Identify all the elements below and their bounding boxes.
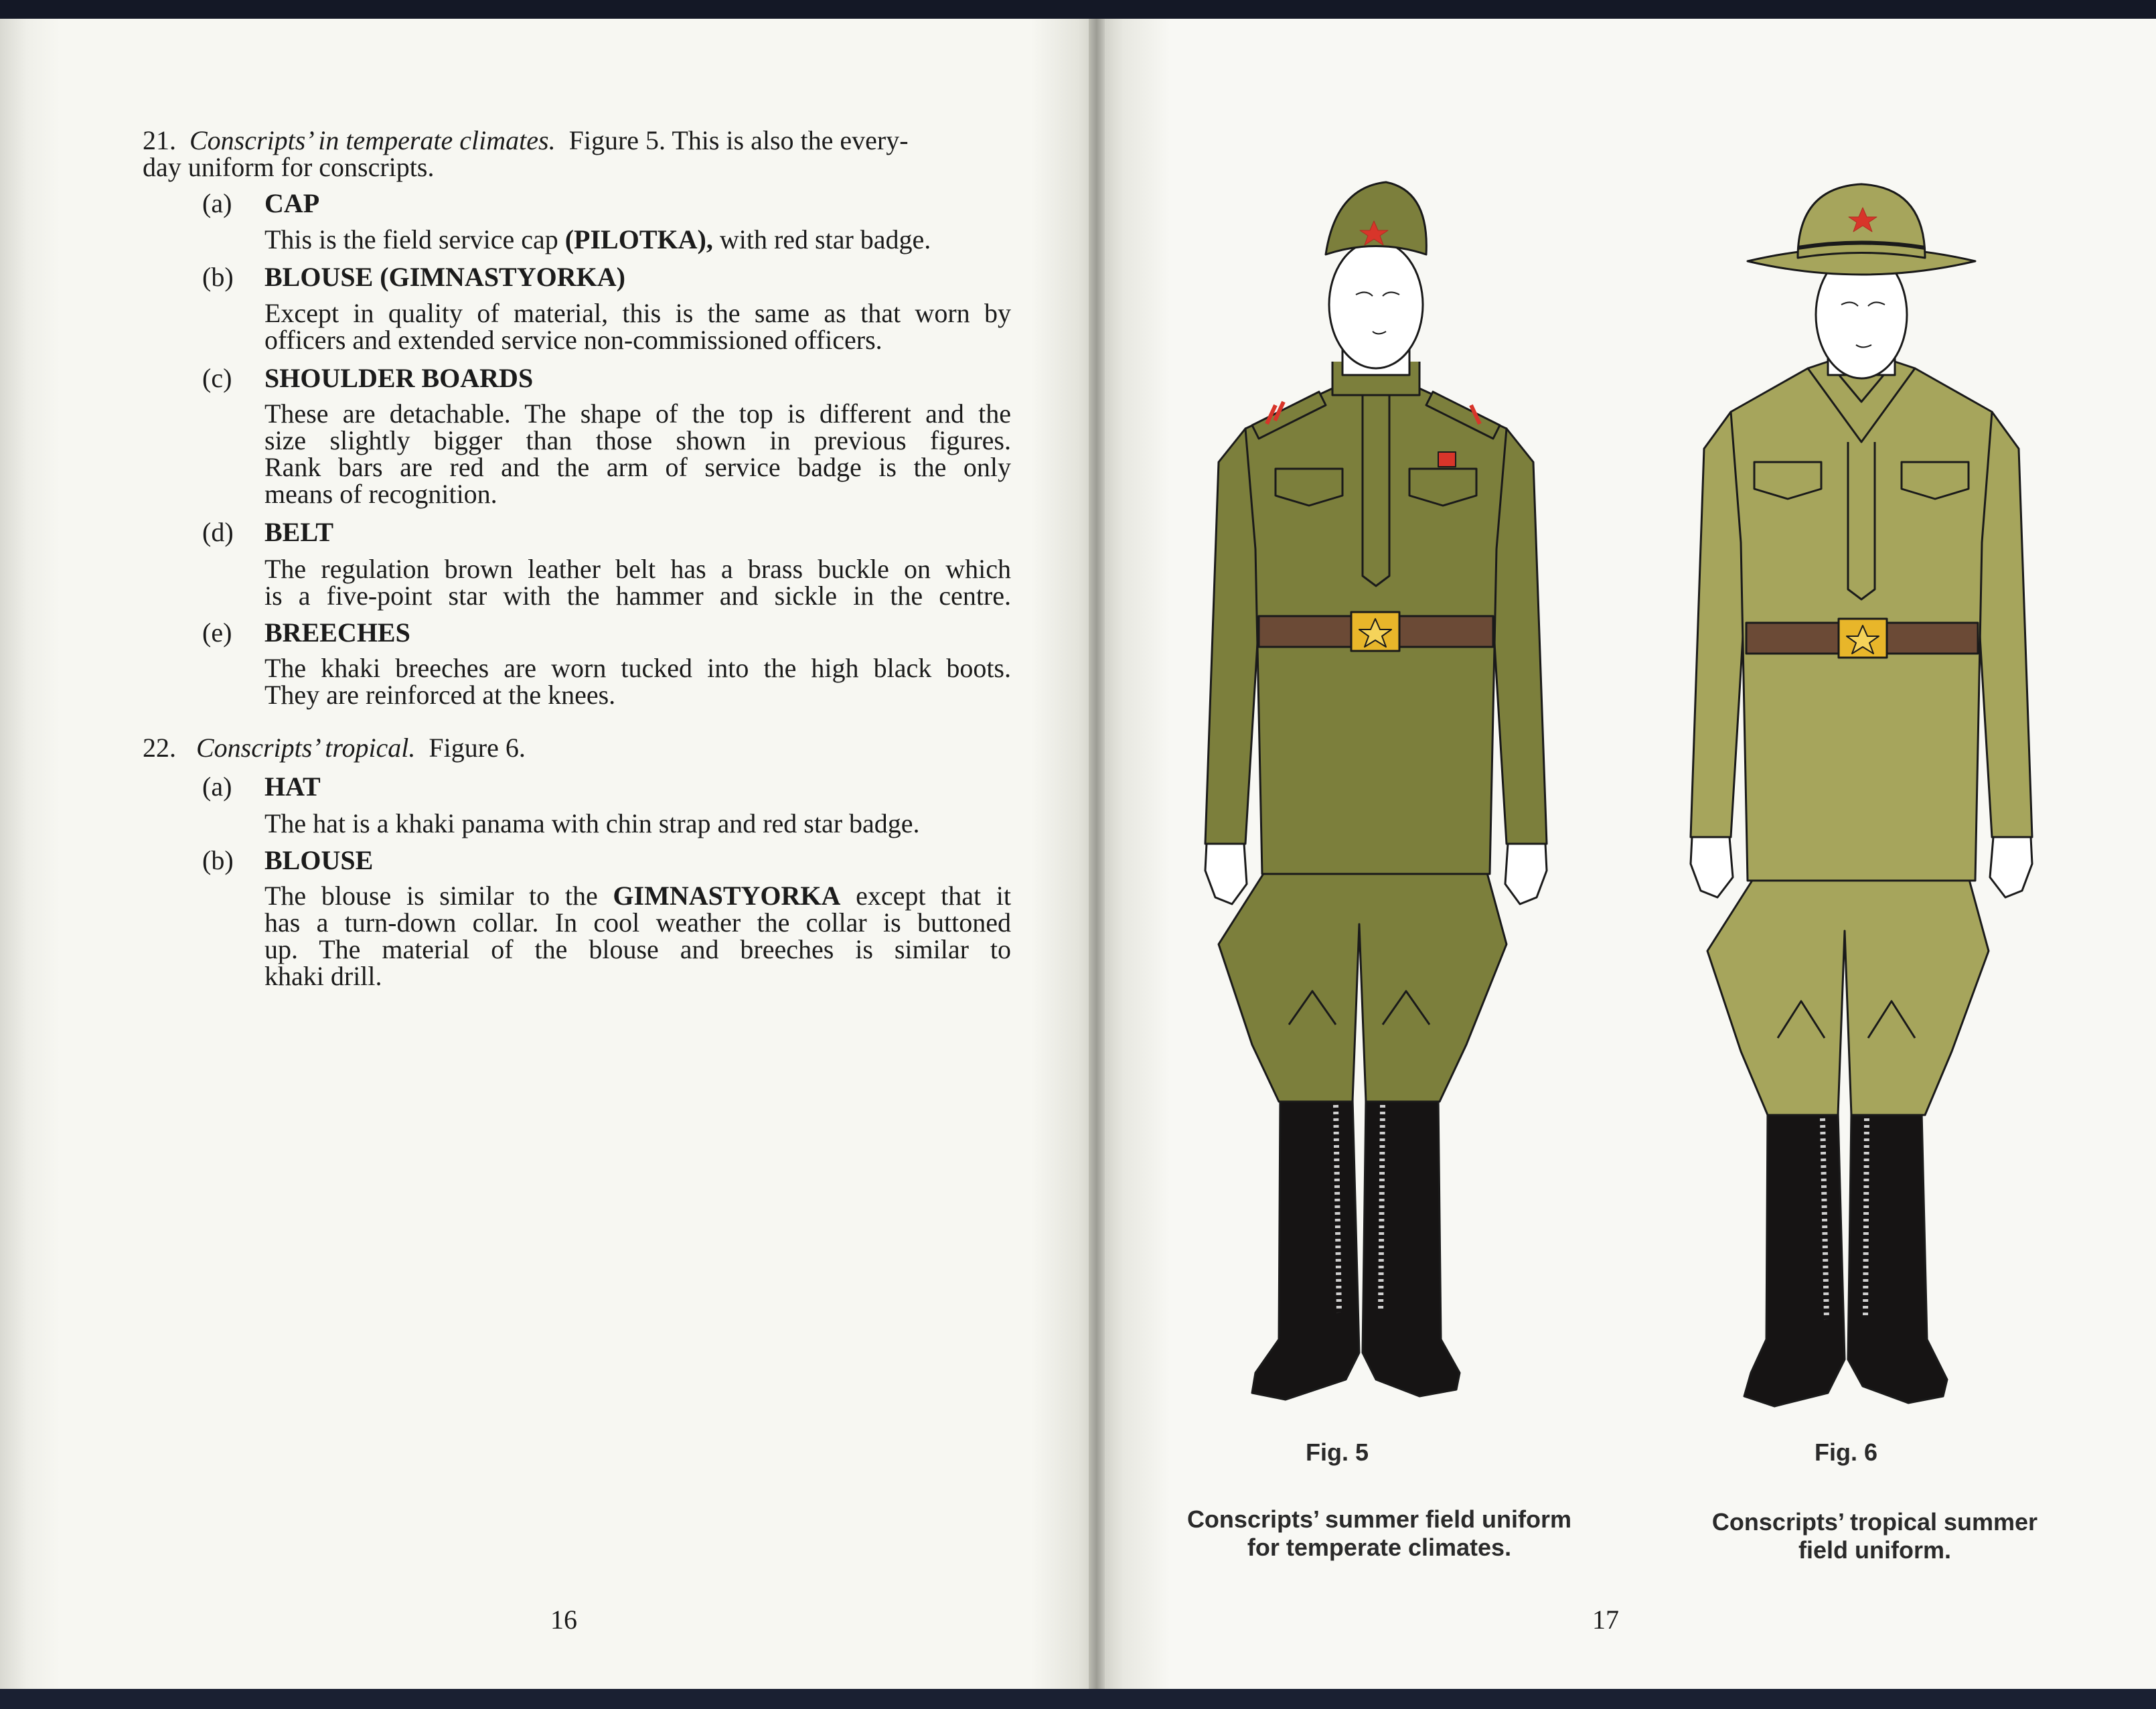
item-22b-label: (b) xyxy=(202,845,234,875)
item-21a-head: CAP xyxy=(264,188,320,218)
item-21c-line4: means of recognition. xyxy=(264,479,497,509)
figure-5-illustration xyxy=(1192,174,1567,1406)
item-21e-label: (e) xyxy=(202,617,232,648)
item-21d-line1: The regulation brown leather belt has a brass buckle on which xyxy=(264,554,1011,584)
para21-number: 21. xyxy=(143,125,176,155)
figure-5-caption xyxy=(1165,1505,1594,1562)
para21-text-line2: day uniform for conscripts. xyxy=(143,152,435,182)
item-21c-line1: These are detachable. The shape of the top is different and the xyxy=(264,398,1011,429)
figure-5-caption-line1: Conscripts’ summer field uniform xyxy=(1186,1505,1572,1533)
item-21c-label: (c) xyxy=(202,363,232,393)
item-21d-line2: is a five-point star with the hammer and sickle in the centre. xyxy=(264,581,1011,611)
item-21a-text-part1: This is the field service cap xyxy=(264,224,558,254)
item-21b-line1: Except in quality of material, this is the same as that worn by xyxy=(264,298,1011,328)
figure-5-caption-line2: for temperate climates. xyxy=(1247,1534,1512,1561)
item-22b-line1-part2: except that it xyxy=(856,881,1012,911)
item-21b-line2: officers and extended service non-commissioned officers. xyxy=(264,325,882,355)
fig5-left-boot xyxy=(1252,1098,1359,1400)
item-22b-line3: up. The material of the blouse and breeches is similar to xyxy=(264,934,1011,964)
item-21c-line3: Rank bars are red and the arm of service badge is the only xyxy=(264,452,1011,482)
para21-title: Conscripts’ in temperate climates. xyxy=(189,125,556,155)
page-number-right: 17 xyxy=(1592,1605,1619,1635)
item-21a-label: (a) xyxy=(202,188,232,218)
item-22b-line1 xyxy=(264,883,1011,909)
fig6-left-hand xyxy=(1691,837,1733,897)
item-21a-text-part2: with red star badge. xyxy=(719,224,931,254)
figure-6-label: Fig. 6 xyxy=(1815,1438,1878,1466)
item-21a-text xyxy=(264,226,931,253)
fig5-cap xyxy=(1326,182,1426,254)
figure-5-label: Fig. 5 xyxy=(1306,1438,1369,1466)
para22-line1 xyxy=(143,735,526,761)
figure-6-caption-line2: field uniform. xyxy=(1798,1536,1951,1564)
fig5-face xyxy=(1329,241,1423,368)
fig5-right-hand xyxy=(1505,844,1547,904)
item-21e-head: BREECHES xyxy=(264,617,410,648)
fig5-left-hand xyxy=(1205,844,1247,904)
item-21d-head: BELT xyxy=(264,517,334,547)
item-22b-gimnastyorka: GIMNASTYORKA xyxy=(613,881,841,911)
para22-number: 22. xyxy=(143,733,176,763)
page-number-left: 16 xyxy=(550,1605,577,1635)
item-22b-line2: has a turn-down collar. In cool weather the collar is buttoned xyxy=(264,907,1011,938)
book-cover-edge-bottom xyxy=(0,1689,2156,1709)
item-22b-line4: khaki drill. xyxy=(264,961,382,991)
item-22a-head: HAT xyxy=(264,771,321,802)
fig6-right-boot xyxy=(1848,1112,1947,1403)
item-21c-head: SHOULDER BOARDS xyxy=(264,363,534,393)
item-21e-line1: The khaki breeches are worn tucked into the high black boots. xyxy=(264,653,1011,683)
fig5-breeches xyxy=(1219,871,1507,1102)
item-21d-label: (d) xyxy=(202,517,234,547)
book-gutter xyxy=(1089,19,1105,1693)
item-22b-head: BLOUSE xyxy=(264,845,374,875)
item-21e-line2: They are reinforced at the knees. xyxy=(264,680,616,710)
item-22a-label: (a) xyxy=(202,771,232,802)
item-21b-label: (b) xyxy=(202,262,234,292)
fig6-right-hand xyxy=(1990,837,2032,897)
para22-text: Figure 6. xyxy=(429,733,526,763)
fig6-breeches xyxy=(1707,877,1989,1115)
item-21a-pilotka: (PILOTKA), xyxy=(564,224,713,254)
figure-6-caption xyxy=(1674,1508,2076,1564)
fig6-left-boot xyxy=(1744,1112,1845,1406)
para22-title: Conscripts’ tropical. xyxy=(196,733,416,763)
item-21b-head: BLOUSE (GIMNASTYORKA) xyxy=(264,262,625,292)
figure-6-illustration xyxy=(1681,181,2042,1413)
item-22a-line1: The hat is a khaki panama with chin strap and red star badge. xyxy=(264,808,920,838)
para21-text-line1: Figure 5. This is also the every- xyxy=(568,125,909,155)
item-21c-line2: size slightly bigger than those shown in previous figures. xyxy=(264,425,1011,455)
para21-line1 xyxy=(143,127,909,154)
item-22b-line1-part1: The blouse is similar to the xyxy=(264,881,598,911)
fig5-right-boot xyxy=(1363,1098,1460,1396)
figure-6-caption-line1: Conscripts’ tropical summer xyxy=(1711,1508,2038,1536)
